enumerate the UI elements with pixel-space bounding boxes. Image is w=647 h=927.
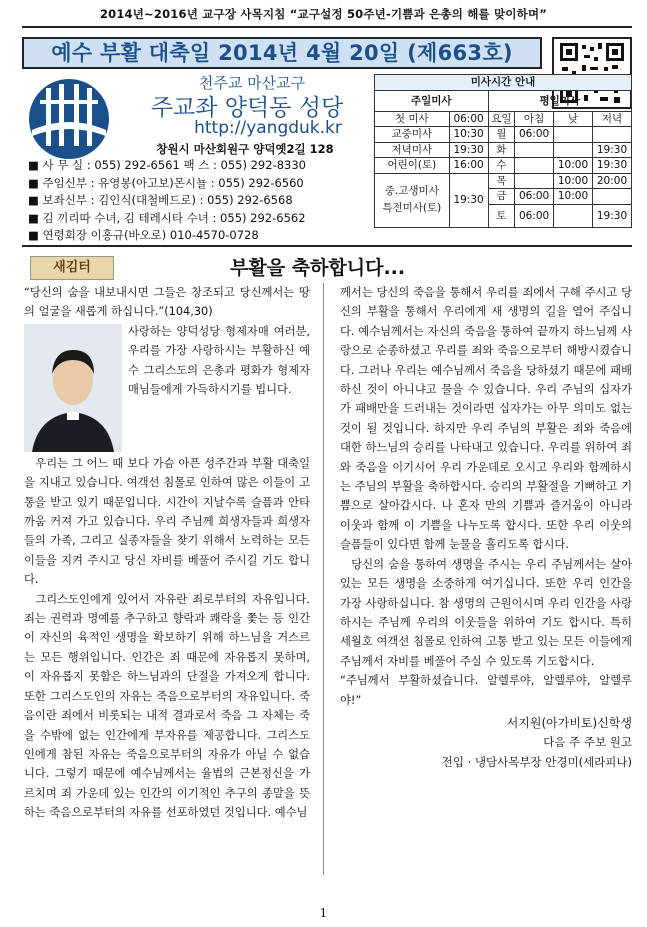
- weekday-mass-header: 평일미사: [488, 90, 631, 111]
- author-signature: 서지원(아가비토)신학생: [506, 715, 632, 730]
- sunday-row-time: 19:30: [449, 142, 488, 158]
- contact-list: [28, 157, 368, 245]
- sunday-row-label: 첫 미사: [375, 111, 450, 127]
- weekday-noon: [554, 204, 593, 227]
- column-divider: [323, 283, 324, 875]
- parish-name: 주교좌 양덕동 성당: [150, 95, 344, 121]
- scripture-quote: “당신의 숨을 내보내시면 그들은 창조되고 당신께서는 땅의 얼굴을 새롭게 하십니다.”(104,30): [24, 286, 310, 319]
- weekday-morning: 06:00: [515, 127, 554, 143]
- weekday-day: 금: [488, 189, 515, 205]
- article-paragraph: 께서는 당신의 죽음을 통해서 우리를 죄에서 구해 주시고 당신의 부활을 통해서 우리에게 새 생명의 길을 열어 주십니다. 예수님께서는 자신의 죽음을 통하여 끝까지 하느님께 사랑으로 순종하셨고 우리를 죄와 죽음으로부터 해방시켰습니다. 그러나 우리는 예수님께서 죽음을 당하셨기 때문에 패배하신 것이 아니냐고 물을 수 있습니다. 우리 주님의 십자가가 패배만을 드러내는 것이라면 십자가는 아무 의미도 없는 것이 될 것입니다. 하지만 우리 주님의 부활은 죄와 죽음에 대한 하느님의 승리를 나타내고 있습니다. 우리를 위하여 죄와 죽음을 이기시어 우리 가운데로 오시고 우리와 함께하시는 주님의 부활을 축하합시다. 승리의 부활절을 기뻐하고 기쁨으로 살아갑시다. 나 혼자 만의 기쁨과 즐거움이 아니라 이웃과 함께 이 기쁨을 나누도록 합시다. 또한 우리 이웃의 슬픔들이 있다면 함께 눈물을 흘리도록 합시다.: [340, 286, 632, 552]
- weekday-day: 수: [488, 158, 515, 174]
- contact-pastor: ■ 주임신부 : 유영봉(아고보)몬시뇰 : 055) 292-6560: [28, 175, 304, 190]
- weekday-day: 화: [488, 142, 515, 158]
- weekday-day: 월: [488, 127, 515, 143]
- weekday-noon: 10:00: [554, 173, 593, 189]
- weekday-col-header: 요일: [488, 111, 515, 127]
- pastoral-motto: 2014년~2016년 교구장 사목지침 “교구설정 50주년-기쁨과 은총의 해를 맞이하며”: [99, 7, 548, 21]
- issue-title-bar: [22, 37, 542, 69]
- article-paragraph: 당신의 숨을 통하여 생명을 주시는 우리 주님께서는 살아 있는 모든 생명을 소중하게 여기십니다. 또한 우리 인간을 가장 사랑하십니다. 참 생명의 근원이시며 우리 인간을 사랑하시는 주님께 우리의 이웃들을 위하여 기도 합시다. 특히 세월호 여객선 침몰로 인하여 고통 받고 있는 모든 이들에게 주님께서 자비를 베풀어 주실 수 있도록 기도합시다.: [340, 557, 632, 668]
- weekday-morning: [515, 158, 554, 174]
- contact-office: ■ 사 무 실 : 055) 292-6561 팩 스 : 055) 292-8330: [28, 158, 306, 172]
- weekday-evening: 19:30: [592, 142, 631, 158]
- weekday-col-header: 아침: [515, 111, 554, 127]
- sunday-row-label: 중.고생미사 특전미사(토): [375, 173, 450, 227]
- weekday-noon: [554, 142, 593, 158]
- top-rule: [22, 26, 632, 28]
- article-paragraph: 그리스도인에게 있어서 자유란 죄로부터의 자유입니다. 죄는 권력과 명예를 추구하고 향락과 쾌락을 쫓는 등 인간이 자신의 육적인 생명을 확보하기 위해 하느님을 거스르는 모든 행위입니다. 인간은 죄 때문에 자유롭지 못하며, 이 자유롭지 못함은 하느님과의 단절을 가져오게 합니다. 또한 그리스도인의 자유는 죽음으로부터의 자유입니다. 죽음이란 죄에서 비롯되는 내적 결과로서 죽음 그 자체는 죽을 수밖에 없는 인간에게 부자유를 제공합니다. 그리스도인에게 참된 자유는 죽음으로부터의 자유가 아닐 수 없습니다. 그렇기 때문에 예수님께서는 율법의 근본정신을 가르치며 죄 가운데 있는 인간의 이기적인 추구의 종말을 뜻하는 죽음으로부터의 자유를 선포하였던 것입니다. 예수님: [24, 592, 310, 820]
- article-headline: 부활을 축하합니다...: [230, 257, 406, 279]
- column-tag: 새김터: [30, 256, 114, 280]
- article-right-column: [340, 283, 632, 772]
- contact-sisters: ■ 김 끼리따 수녀, 김 테레시타 수녀 : 055) 292-6562: [28, 210, 306, 225]
- weekday-day: 목: [488, 173, 515, 189]
- author-photo: [24, 324, 122, 452]
- weekday-noon: [554, 127, 593, 143]
- parish-url[interactable]: http://yangduk.kr: [194, 118, 342, 138]
- sunday-row-label: 교중미사: [375, 127, 450, 143]
- parish-address: 창원시 마산회원구 양덕옛2길 128: [156, 142, 334, 156]
- article-left-column: [24, 283, 310, 823]
- closing-acclamation: “주님께서 부활하셨습니다. 알렐루야, 알렐루야, 알렐루야!”: [340, 674, 632, 707]
- sunday-row-time: 10:30: [449, 127, 488, 143]
- next-week-label: 다음 주 주보 원고: [543, 735, 632, 750]
- weekday-evening: 19:30: [592, 204, 631, 227]
- next-week-author: 전입 · 냉담사목부장 안경미(세라피나): [441, 754, 632, 769]
- sunday-row-label: 저녁미사: [375, 142, 450, 158]
- weekday-evening: [592, 189, 631, 205]
- contact-funeral-president: ■ 연령회장 이홍규(바오로) 010-4570-0728: [28, 228, 259, 242]
- article-paragraph: 우리는 그 어느 때 보다 가슴 아픈 성주간과 부활 대축일을 지내고 있습니다. 여객선 침몰로 인하여 많은 이들이 고통을 받고 있기 때문입니다. 시간이 지날수록 슬픔과 안타까움 커져 가고 있습니다. 우리 주님께 희생자들과 희생자들의 가족, 그리고 실종자들을 찾기 위해서 노력하는 모든 이들을 지켜 주시고 당신 자비를 베풀어 주시길 기도 합니다.: [24, 456, 310, 587]
- weekday-morning: [515, 142, 554, 158]
- contact-assistant-priest: ■ 보좌신부 : 김인식(대철베드로) : 055) 292-6568: [28, 193, 293, 207]
- diocese-name: 천주교 마산교구: [198, 74, 306, 92]
- mass-times-table: [374, 74, 632, 228]
- parish-logo: [26, 74, 112, 164]
- sunday-mass-header: 주일미사: [375, 90, 489, 111]
- weekday-day: 토: [488, 204, 515, 227]
- issue-title: 예수 부활 대축일 2014년 4월 20일 (제663호): [51, 41, 513, 65]
- mass-times-title: 미사시간 안내: [375, 75, 632, 91]
- weekday-evening: 19:30: [592, 158, 631, 174]
- weekday-evening: 20:00: [592, 173, 631, 189]
- weekday-morning: [515, 173, 554, 189]
- sunday-row-label: 어린이(토): [375, 158, 450, 174]
- weekday-noon: 10:00: [554, 189, 593, 205]
- article-top-rule: [22, 245, 632, 247]
- weekday-col-header: 저녁: [592, 111, 631, 127]
- page-number: 1: [319, 906, 328, 920]
- sunday-row-time: 16:00: [449, 158, 488, 174]
- weekday-col-header: 낮: [554, 111, 593, 127]
- greeting-paragraph: 사랑하는 양덕성당 형제자매 여러분, 우리를 가장 사랑하시는 부활하신 예수 그리스도의 은총과 평화가 형제자매님들에게 가득하시기를 빕니다.: [128, 324, 310, 397]
- weekday-evening: [592, 127, 631, 143]
- weekday-morning: 06:00: [515, 204, 554, 227]
- sunday-row-time: 06:00: [449, 111, 488, 127]
- sunday-row-time: 19:30: [449, 173, 488, 227]
- weekday-noon: 10:00: [554, 158, 593, 174]
- mass-times-panel: [374, 74, 632, 242]
- weekday-morning: 06:00: [515, 189, 554, 205]
